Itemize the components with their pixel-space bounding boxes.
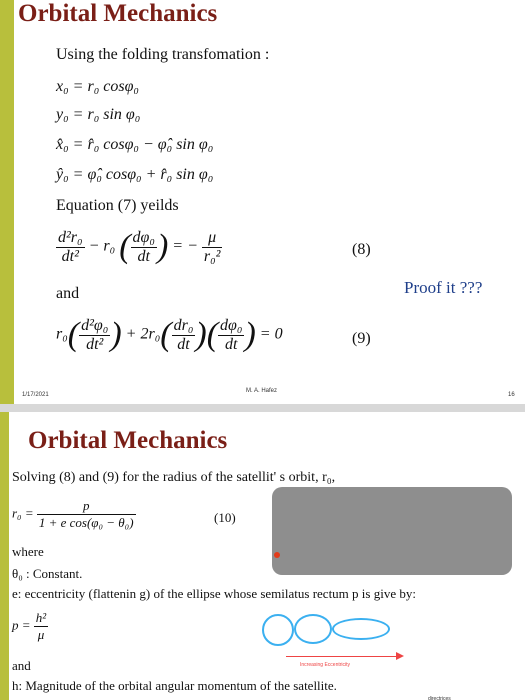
slide-title: Orbital Mechanics bbox=[28, 427, 228, 454]
title-accent-bar bbox=[0, 0, 14, 404]
eq8-label: (8) bbox=[352, 241, 371, 258]
focus-dot bbox=[274, 552, 280, 558]
eq8-term3: $\frac{\mu}{\text{r₀²}}$ bbox=[203, 228, 221, 265]
eq8-term2: $\frac{\text{dφ₀}}{dt}$ bbox=[132, 228, 155, 265]
theta-text: θ₀ : Constant. bbox=[12, 566, 83, 581]
ellipse-shape bbox=[294, 614, 332, 644]
intro-text: Using the folding transfomation : bbox=[56, 46, 270, 63]
eq8-term1: $\frac{\text{d²r₀}}{\text{dt²}}$ bbox=[58, 228, 83, 265]
where-text: where bbox=[12, 544, 44, 559]
circle-shape bbox=[262, 614, 294, 646]
title-accent-bar bbox=[0, 412, 9, 700]
and-text: and bbox=[56, 285, 80, 302]
equation-x0-dot: x̂₀ = r̂₀ cosφ₀ − φ̂₀ sin φ₀ bbox=[56, 136, 214, 153]
slide-title: Orbital Mechanics bbox=[18, 0, 218, 27]
equation-x0: x₀ = r₀ cosφ₀ bbox=[56, 78, 139, 95]
page-number: 16 bbox=[508, 392, 515, 398]
slide-2 bbox=[0, 412, 525, 700]
eccentricity-text: e: eccentricity (flattenin g) of the ellipse whose semilatus rectum p is give by: bbox=[12, 586, 416, 601]
proof-note: Proof it ??? bbox=[404, 278, 483, 297]
footer-author: M. A. Hafez bbox=[246, 388, 278, 394]
eq10-label: (10) bbox=[214, 510, 236, 525]
slide-separator bbox=[0, 404, 525, 412]
equation-y0-dot: ŷ₀ = φ̂₀ cosφ₀ + r̂₀ sin φ₀ bbox=[56, 166, 214, 183]
equation-9: r₀( $\frac{\text{d²φ₀}}{\text{dt²}}$ ) + 2r₀( $\frac{\text{dr₀}}{dt}$ )( $\frac{\text{dφ₀}}{dt}$ ) = 0 bbox=[56, 316, 283, 353]
solving-text: Solving (8) and (9) for the radius of the satellit' s orbit, r₀, bbox=[12, 470, 336, 485]
yields-text: Equation (7) yeilds bbox=[56, 197, 179, 214]
eq9-label: (9) bbox=[352, 330, 371, 347]
increasing-eccentricity-label: Increasing Eccentricity bbox=[300, 662, 351, 668]
arrow-head-icon bbox=[396, 652, 404, 660]
h-text: h: Magnitude of the orbital angular momentum of the satellite. bbox=[12, 678, 337, 693]
equation-8: $\frac{\text{d²r₀}}{\text{dt²}}$ − r₀ ( $\frac{\text{dφ₀}}{dt}$ ) = − $\frac{\mu}{\text{r₀²}}$ bbox=[58, 228, 221, 265]
footer-date: 1/17/2021 bbox=[22, 392, 49, 398]
directrices-label: directrices bbox=[428, 696, 451, 700]
equation-10: r₀ = $\frac{p}{\text{1 + e cos(φ₀ − θ₀)}}$ bbox=[12, 498, 134, 530]
ellipse-shape bbox=[332, 618, 390, 640]
equation-p: p = $\frac{\text{h²}}{\mu}$ bbox=[12, 610, 47, 642]
and-text: and bbox=[12, 658, 31, 673]
blurred-diagram bbox=[272, 487, 512, 575]
eccentricity-arrow bbox=[286, 656, 398, 657]
equation-y0: y₀ = r₀ sin φ₀ bbox=[56, 106, 141, 123]
